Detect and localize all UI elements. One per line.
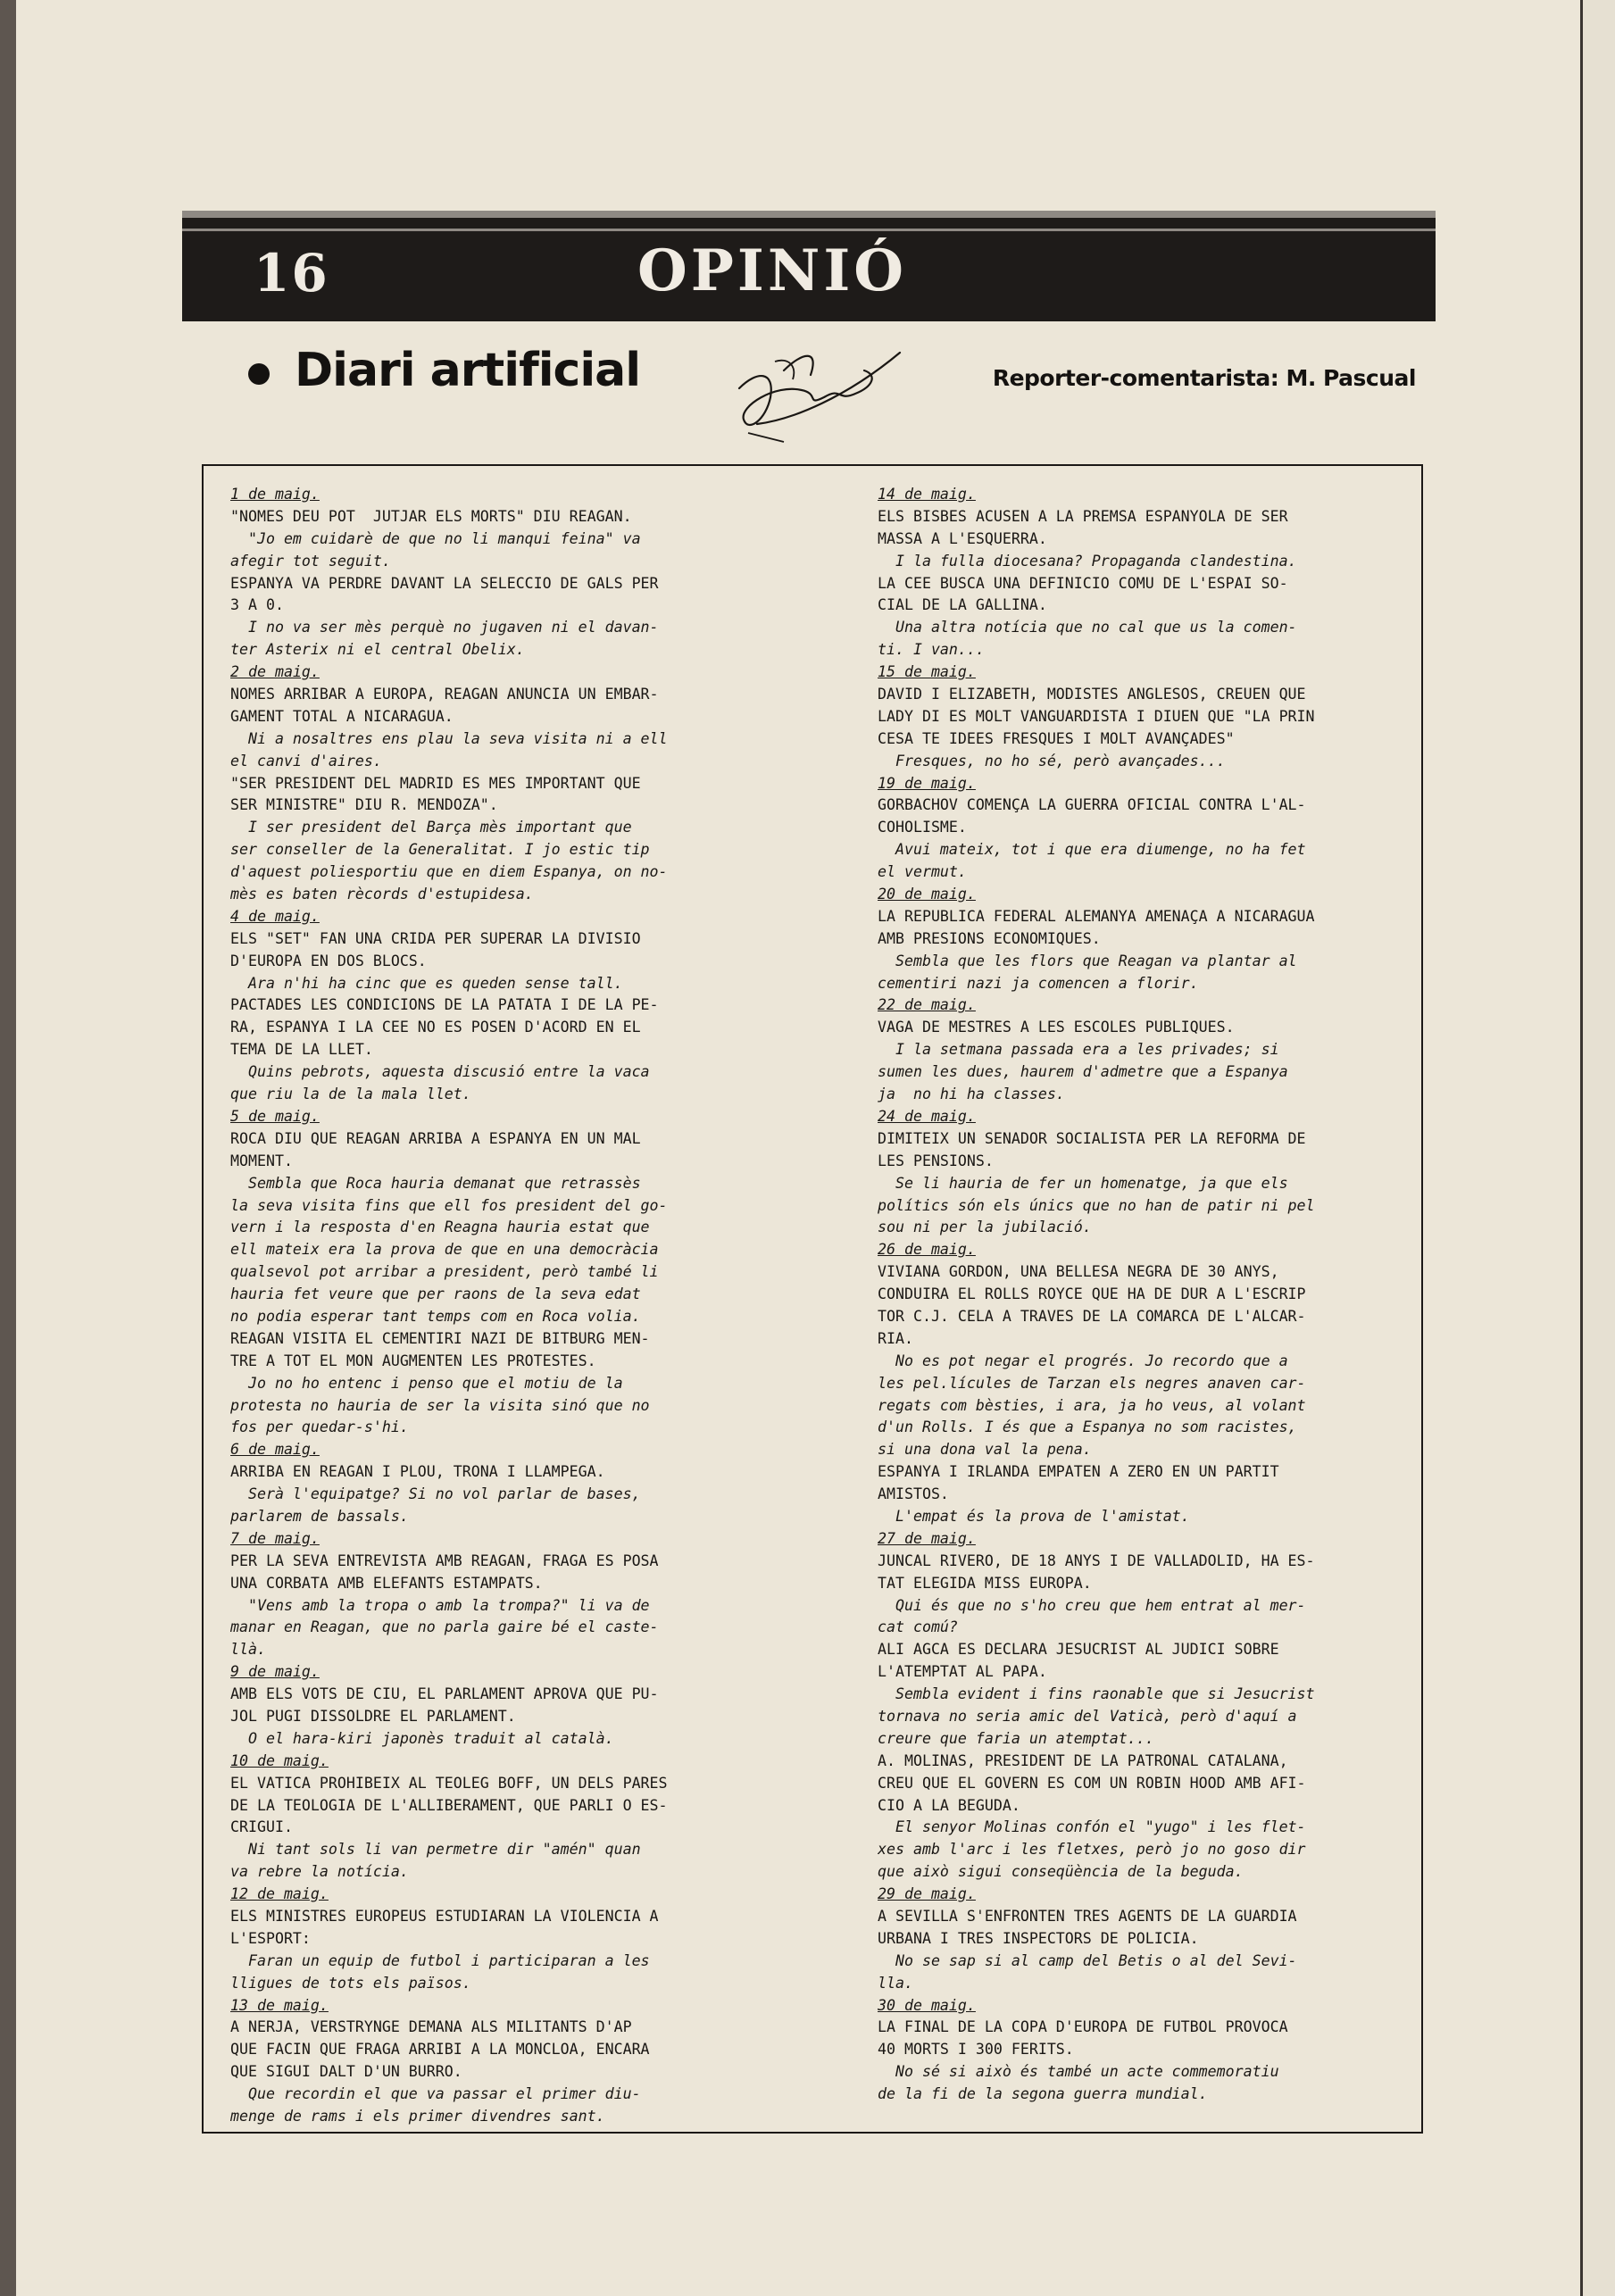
- commentary-line: lla.: [878, 1974, 913, 1992]
- entry-date: 12 de maig.: [230, 1885, 329, 1903]
- commentary-line: si una dona val la pena.: [878, 1441, 1092, 1459]
- commentary-line: fos per quedar-s'hi.: [230, 1418, 409, 1436]
- news-headline: PER LA SEVA ENTREVISTA AMB REAGAN, FRAGA ES POSA: [230, 1551, 659, 1569]
- news-headline: A. MOLINAS, PRESIDENT DE LA PATRONAL CATALANA,: [878, 1751, 1288, 1769]
- bullet-icon: [248, 363, 270, 385]
- news-headline: LES PENSIONS.: [878, 1152, 994, 1169]
- entry-date: 19 de maig.: [878, 774, 976, 792]
- news-headline: 3 A 0.: [230, 596, 284, 614]
- commentary-line: I no va ser mès perquè no jugaven ni el davan-: [230, 619, 659, 636]
- commentary-line: Se li hauria de fer un homenatge, ja que els: [878, 1174, 1288, 1192]
- news-headline: AMB PRESIONS ECONOMIQUES.: [878, 929, 1101, 947]
- commentary-line: Quins pebrots, aquesta discusió entre la vaca: [230, 1063, 650, 1081]
- commentary-line: Sembla que les flors que Reagan va plantar al: [878, 952, 1297, 969]
- news-headline: A NERJA, VERSTRYNGE DEMANA ALS MILITANTS D'AP: [230, 2018, 632, 2036]
- entry-date: 15 de maig.: [878, 663, 976, 681]
- news-headline: TOR C.J. CELA A TRAVES DE LA COMARCA DE L'ALCAR-: [878, 1307, 1306, 1325]
- commentary-line: ser conseller de la Generalitat. I jo estic tip: [230, 841, 650, 859]
- commentary-line: Serà l'equipatge? Si no vol parlar de bases,: [230, 1485, 641, 1503]
- commentary-line: Jo no ho entenc i penso que el motiu de la: [230, 1374, 623, 1392]
- commentary-line: ti. I van...: [878, 641, 985, 659]
- news-headline: NOMES ARRIBAR A EUROPA, REAGAN ANUNCIA UN EMBAR-: [230, 686, 659, 703]
- section-header-bar: [182, 211, 1436, 321]
- commentary-line: que això sigui conseqüència de la beguda.: [878, 1863, 1244, 1881]
- commentary-line: "Jo em cuidarè de que no li manqui feina" va: [230, 529, 641, 547]
- news-headline: TRE A TOT EL MON AUGMENTEN LES PROTESTES.: [230, 1352, 596, 1369]
- entry-date: 27 de maig.: [878, 1529, 976, 1547]
- commentary-line: I la fulla diocesana? Propaganda clandestina.: [878, 552, 1297, 570]
- news-headline: LADY DI ES MOLT VANGUARDISTA I DIUEN QUE "LA PRIN: [878, 707, 1315, 725]
- news-headline: AMB ELS VOTS DE CIU, EL PARLAMENT APROVA QUE PU-: [230, 1685, 659, 1703]
- commentary-line: que riu la de la mala llet.: [230, 1086, 471, 1103]
- commentary-line: sou ni per la jubilació.: [878, 1219, 1092, 1236]
- news-headline: ESPANYA I IRLANDA EMPATEN A ZERO EN UN PARTIT: [878, 1463, 1279, 1481]
- commentary-line: qualsevol pot arribar a president, però també li: [230, 1263, 659, 1281]
- news-headline: ELS MINISTRES EUROPEUS ESTUDIARAN LA VIOLENCIA A: [230, 1908, 659, 1925]
- commentary-line: ja no hi ha classes.: [878, 1086, 1065, 1103]
- news-headline: SER MINISTRE" DIU R. MENDOZA".: [230, 796, 498, 814]
- news-headline: D'EUROPA EN DOS BLOCS.: [230, 952, 427, 969]
- news-headline: A SEVILLA S'ENFRONTEN TRES AGENTS DE LA GUARDIA: [878, 1908, 1297, 1925]
- news-headline: PACTADES LES CONDICIONS DE LA PATATA I DE LA PE-: [230, 996, 659, 1014]
- header-rule: [182, 229, 1436, 231]
- entry-date: 1 de maig.: [230, 486, 320, 503]
- commentary-line: No sé si això és també un acte commemoratiu: [878, 2063, 1279, 2081]
- entry-date: 10 de maig.: [230, 1751, 329, 1769]
- commentary-line: Sembla evident i fins raonable que si Jesucrist: [878, 1685, 1315, 1703]
- news-headline: CONDUIRA EL ROLLS ROYCE QUE HA DE DUR A L'ESCRIP: [878, 1285, 1306, 1303]
- commentary-line: Una altra notícia que no cal que us la comen-: [878, 619, 1297, 636]
- right-column: [878, 484, 1418, 2106]
- news-headline: EL VATICA PROHIBEIX AL TEOLEG BOFF, UN DELS PARES: [230, 1774, 668, 1792]
- commentary-line: protesta no hauria de ser la visita sinó que no: [230, 1396, 650, 1414]
- news-headline: GAMENT TOTAL A NICARAGUA.: [230, 707, 454, 725]
- news-headline: JOL PUGI DISSOLDRE EL PARLAMENT.: [230, 1707, 516, 1725]
- news-headline: URBANA I TRES INSPECTORS DE POLICIA.: [878, 1929, 1199, 1947]
- news-headline: RA, ESPANYA I LA CEE NO ES POSEN D'ACORD EN EL: [230, 1019, 641, 1036]
- commentary-line: polítics són els únics que no han de patir ni pel: [878, 1196, 1315, 1214]
- commentary-line: xes amb l'arc i les fletxes, però jo no goso dir: [878, 1841, 1306, 1859]
- news-headline: CESA TE IDEES FRESQUES I MOLT AVANÇADES": [878, 729, 1235, 747]
- news-headline: VAGA DE MESTRES A LES ESCOLES PUBLIQUES.: [878, 1019, 1235, 1036]
- left-column: [230, 484, 770, 2128]
- news-headline: GORBACHOV COMENÇA LA GUERRA OFICIAL CONTRA L'AL-: [878, 796, 1306, 814]
- commentary-line: menge de rams i els primer divendres sant.: [230, 2108, 605, 2125]
- news-headline: TEMA DE LA LLET.: [230, 1041, 373, 1059]
- news-headline: DE LA TEOLOGIA DE L'ALLIBERAMENT, QUE PARLI O ES-: [230, 1796, 668, 1814]
- commentary-line: d'aquest poliesportiu que en diem Espanya, on no-: [230, 863, 668, 881]
- commentary-line: cat comú?: [878, 1618, 958, 1636]
- commentary-line: I la setmana passada era a les privades; si: [878, 1041, 1279, 1059]
- entry-date: 20 de maig.: [878, 886, 976, 903]
- commentary-line: afegir tot seguit.: [230, 552, 391, 570]
- entry-date: 4 de maig.: [230, 907, 320, 925]
- entry-date: 22 de maig.: [878, 996, 976, 1014]
- news-headline: L'ESPORT:: [230, 1929, 311, 1947]
- commentary-line: vern i la resposta d'en Reagna hauria estat que: [230, 1219, 650, 1236]
- commentary-line: llà.: [230, 1641, 266, 1659]
- commentary-line: O el hara-kiri japonès traduit al català.: [230, 1729, 614, 1747]
- news-headline: JUNCAL RIVERO, DE 18 ANYS I DE VALLADOLID, HA ES-: [878, 1551, 1315, 1569]
- signature-icon: [721, 335, 909, 451]
- commentary-line: parlarem de bassals.: [230, 1507, 409, 1525]
- news-headline: AMISTOS.: [878, 1485, 949, 1503]
- news-headline: COHOLISME.: [878, 819, 967, 836]
- commentary-line: "Vens amb la tropa o amb la trompa?" li va de: [230, 1596, 650, 1614]
- news-headline: "SER PRESIDENT DEL MADRID ES MES IMPORTANT QUE: [230, 774, 641, 792]
- news-headline: QUE SIGUI DALT D'UN BURRO.: [230, 2063, 462, 2081]
- commentary-line: I ser president del Barça mès important que: [230, 819, 632, 836]
- commentary-line: cementiri nazi ja comencen a florir.: [878, 974, 1199, 992]
- news-headline: ARRIBA EN REAGAN I PLOU, TRONA I LLAMPEGA.: [230, 1463, 605, 1481]
- commentary-line: el vermut.: [878, 863, 967, 881]
- commentary-line: Ara n'hi ha cinc que es queden sense tall.: [230, 974, 623, 992]
- article-box: [202, 464, 1423, 2134]
- news-headline: CIAL DE LA GALLINA.: [878, 596, 1047, 614]
- entry-date: 30 de maig.: [878, 1996, 976, 2014]
- news-headline: LA CEE BUSCA UNA DEFINICIO COMU DE L'ESPAI SO-: [878, 574, 1288, 592]
- news-headline: ROCA DIU QUE REAGAN ARRIBA A ESPANYA EN UN MAL: [230, 1129, 641, 1147]
- news-headline: LA REPUBLICA FEDERAL ALEMANYA AMENAÇA A NICARAGUA: [878, 907, 1315, 925]
- commentary-line: Qui és que no s'ho creu que hem entrat al mer-: [878, 1596, 1306, 1614]
- entry-date: 6 de maig.: [230, 1441, 320, 1459]
- news-headline: L'ATEMPTAT AL PAPA.: [878, 1663, 1047, 1681]
- news-headline: UNA CORBATA AMB ELEFANTS ESTAMPATS.: [230, 1574, 543, 1592]
- commentary-line: ell mateix era la prova de que en una democràcia: [230, 1241, 659, 1259]
- commentary-line: Sembla que Roca hauria demanat que retrassès: [230, 1174, 641, 1192]
- commentary-line: creure que faria un atemptat...: [878, 1729, 1154, 1747]
- entry-date: 14 de maig.: [878, 486, 976, 503]
- news-headline: ESPANYA VA PERDRE DAVANT LA SELECCIO DE GALS PER: [230, 574, 659, 592]
- entry-date: 24 de maig.: [878, 1107, 976, 1125]
- commentary-line: Fresques, no ho sé, però avançades...: [878, 752, 1226, 769]
- news-headline: VIVIANA GORDON, UNA BELLESA NEGRA DE 30 ANYS,: [878, 1263, 1279, 1281]
- commentary-line: va rebre la notícia.: [230, 1863, 409, 1881]
- news-headline: LA FINAL DE LA COPA D'EUROPA DE FUTBOL PROVOCA: [878, 2018, 1288, 2036]
- news-headline: REAGAN VISITA EL CEMENTIRI NAZI DE BITBURG MEN-: [230, 1329, 650, 1347]
- news-headline: TAT ELEGIDA MISS EUROPA.: [878, 1574, 1092, 1592]
- news-headline: CRIGUI.: [230, 1818, 293, 1836]
- commentary-line: les pel.lícules de Tarzan els negres anaven car-: [878, 1374, 1306, 1392]
- commentary-line: L'empat és la prova de l'amistat.: [878, 1507, 1190, 1525]
- commentary-line: hauria fet veure que per raons de la seva edat: [230, 1285, 641, 1303]
- news-headline: QUE FACIN QUE FRAGA ARRIBI A LA MONCLOA, ENCARA: [230, 2041, 650, 2059]
- news-headline: "NOMES DEU POT JUTJAR ELS MORTS" DIU REAGAN.: [230, 507, 632, 525]
- news-headline: CIO A LA BEGUDA.: [878, 1796, 1020, 1814]
- entry-date: 26 de maig.: [878, 1241, 976, 1259]
- commentary-line: ter Asterix ni el central Obelix.: [230, 641, 525, 659]
- section-title: OPINIÓ: [637, 237, 907, 304]
- news-headline: ELS BISBES ACUSEN A LA PREMSA ESPANYOLA DE SER: [878, 507, 1288, 525]
- commentary-line: no podia esperar tant temps com en Roca volia.: [230, 1307, 641, 1325]
- adjacent-page-edge: [1580, 0, 1615, 2296]
- entry-date: 7 de maig.: [230, 1529, 320, 1547]
- commentary-line: la seva visita fins que ell fos president del go-: [230, 1196, 668, 1214]
- headline-row: [248, 344, 1436, 451]
- news-headline: CREU QUE EL GOVERN ES COM UN ROBIN HOOD AMB AFI-: [878, 1774, 1306, 1792]
- page-number: 16: [254, 243, 329, 304]
- entry-date: 13 de maig.: [230, 1996, 329, 2014]
- magazine-page: [16, 0, 1580, 2296]
- article-title: Diari artificial: [295, 344, 641, 397]
- commentary-line: No es pot negar el progrés. Jo recordo que a: [878, 1352, 1288, 1369]
- entry-date: 9 de maig.: [230, 1663, 320, 1681]
- news-headline: DIMITEIX UN SENADOR SOCIALISTA PER LA REFORMA DE: [878, 1129, 1306, 1147]
- news-headline: DAVID I ELIZABETH, MODISTES ANGLESOS, CREUEN QUE: [878, 686, 1306, 703]
- commentary-line: lligues de tots els països.: [230, 1974, 471, 1992]
- commentary-line: El senyor Molinas confón el "yugo" i les flet-: [878, 1818, 1306, 1836]
- entry-date: 29 de maig.: [878, 1885, 976, 1903]
- commentary-line: de la fi de la segona guerra mundial.: [878, 2085, 1208, 2103]
- news-headline: ELS "SET" FAN UNA CRIDA PER SUPERAR LA DIVISIO: [230, 929, 641, 947]
- commentary-line: d'un Rolls. I és que a Espanya no som racistes,: [878, 1418, 1297, 1436]
- news-headline: MOMENT.: [230, 1152, 293, 1169]
- entry-date: 5 de maig.: [230, 1107, 320, 1125]
- commentary-line: Que recordin el que va passar el primer diu-: [230, 2085, 641, 2103]
- commentary-line: regats com bèsties, i ara, ja ho veus, al volant: [878, 1396, 1306, 1414]
- commentary-line: Faran un equip de futbol i participaran a les: [230, 1951, 650, 1969]
- commentary-line: manar en Reagan, que no parla gaire bé el caste-: [230, 1618, 659, 1636]
- news-headline: MASSA A L'ESQUERRA.: [878, 529, 1047, 547]
- commentary-line: mès es baten rècords d'estupidesa.: [230, 886, 534, 903]
- commentary-line: Ni tant sols li van permetre dir "amén" quan: [230, 1841, 641, 1859]
- commentary-line: sumen les dues, haurem d'admetre que a Espanya: [878, 1063, 1288, 1081]
- commentary-line: el canvi d'aires.: [230, 752, 382, 769]
- commentary-line: tornava no seria amic del Vaticà, però d'aquí a: [878, 1707, 1297, 1725]
- entry-date: 2 de maig.: [230, 663, 320, 681]
- commentary-line: Ni a nosaltres ens plau la seva visita ni a ell: [230, 729, 668, 747]
- news-headline: 40 MORTS I 300 FERITS.: [878, 2041, 1074, 2059]
- commentary-line: Avui mateix, tot i que era diumenge, no ha fet: [878, 841, 1306, 859]
- news-headline: RIA.: [878, 1329, 913, 1347]
- news-headline: ALI AGCA ES DECLARA JESUCRIST AL JUDICI SOBRE: [878, 1641, 1279, 1659]
- byline: Reporter-comentarista: M. Pascual: [992, 365, 1416, 391]
- commentary-line: No se sap si al camp del Betis o al del Sevi-: [878, 1951, 1297, 1969]
